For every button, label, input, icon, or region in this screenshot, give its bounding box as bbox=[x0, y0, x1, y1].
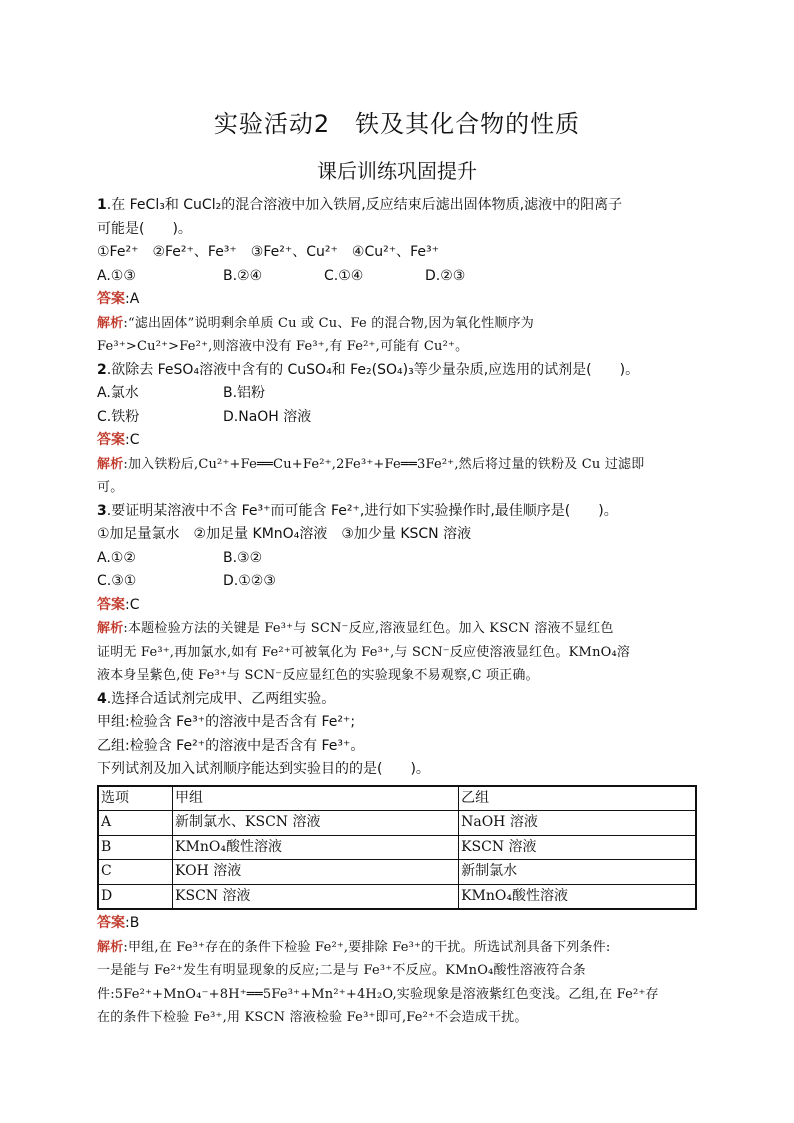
answer-value: :C bbox=[125, 432, 140, 448]
table-header-row bbox=[98, 786, 696, 811]
question-4-stem-text: .选择合适试剂完成甲、乙两组实验。 bbox=[106, 690, 336, 707]
reagent-table bbox=[97, 785, 697, 911]
question-3-answer bbox=[97, 594, 697, 618]
analysis-text: :“滤出固体”说明剩余单质 Cu 或 Cu、Fe 的混合物,因为氧化性顺序为 bbox=[123, 315, 534, 331]
answer-label: 答案 bbox=[97, 432, 125, 448]
page-subtitle: 课后训练巩固提升 bbox=[317, 159, 477, 183]
table-cell: KOH 溶液 bbox=[173, 860, 459, 885]
analysis-label: 解析 bbox=[97, 315, 124, 331]
analysis-text: :甲组,在 Fe³⁺存在的条件下检验 Fe²⁺,要排除 Fe³⁺的干扰。所选试剂具备下列条件: bbox=[123, 939, 611, 955]
table-cell: D bbox=[98, 884, 173, 909]
option-a: A.①② bbox=[97, 549, 136, 566]
question-4-analysis-line2: 一是能与 Fe²⁺发生有明显现象的反应;二是与 Fe³⁺不反应。KMnO₄酸性溶液符合条 bbox=[97, 963, 586, 978]
table-cell: KSCN 溶液 bbox=[459, 835, 696, 860]
question-4-answer bbox=[97, 912, 697, 936]
analysis-text: :本题检验方法的关键是 Fe³⁺与 SCN⁻反应,溶液显红色。加入 KSCN 溶液不显红色 bbox=[123, 621, 614, 636]
option-b: B.②④ bbox=[223, 267, 263, 284]
analysis-label: 解析 bbox=[97, 939, 124, 955]
question-4-analysis-line4: 在的条件下检验 Fe³⁺,用 KSCN 溶液检验 Fe³⁺即可,Fe²⁺不会造成干扰。 bbox=[97, 1010, 528, 1025]
option-c: C.①④ bbox=[324, 267, 364, 284]
answer-value: :A bbox=[125, 291, 140, 307]
answer-label: 答案 bbox=[97, 291, 125, 307]
question-1-stem-line1 bbox=[97, 194, 697, 218]
option-c: C.③① bbox=[97, 573, 137, 589]
table-cell: KSCN 溶液 bbox=[173, 884, 459, 909]
table-cell: KMnO₄酸性溶液 bbox=[173, 835, 459, 860]
table-header-group-a: 甲组 bbox=[173, 786, 459, 811]
option-b: B.铝粉 bbox=[223, 385, 266, 401]
exercise-content bbox=[97, 194, 697, 1030]
table-cell: 新制氯水 bbox=[459, 860, 696, 885]
question-3-stem bbox=[97, 500, 697, 524]
table-header-option: 选项 bbox=[98, 786, 173, 811]
question-3-stem-text: .要证明某溶液中不含 Fe³⁺而可能含 Fe²⁺,进行如下实验操作时,最佳顺序是( )。 bbox=[106, 502, 618, 519]
question-2-analysis-line1 bbox=[97, 453, 697, 477]
option-a: A.氯水 bbox=[97, 385, 139, 401]
table-cell: B bbox=[98, 835, 173, 860]
table-cell: KMnO₄酸性溶液 bbox=[459, 884, 696, 909]
question-4 bbox=[97, 688, 697, 1030]
question-2-analysis-line2: 可。 bbox=[97, 480, 124, 495]
question-1-stem-line2: 可能是( )。 bbox=[97, 220, 192, 237]
question-4-number: 4 bbox=[97, 690, 107, 707]
question-1-analysis-line2: Fe³⁺>Cu²⁺>Fe²⁺,则溶液中没有 Fe³⁺,有 Fe²⁺,可能有 Cu²⁺。 bbox=[97, 339, 469, 354]
option-d: D.②③ bbox=[425, 267, 466, 284]
table-row bbox=[98, 884, 696, 909]
question-1-options bbox=[97, 265, 697, 289]
answer-value: :C bbox=[125, 596, 140, 613]
analysis-label: 解析 bbox=[97, 456, 124, 472]
question-4-stem bbox=[97, 688, 697, 712]
answer-value: :B bbox=[125, 915, 140, 931]
question-3-number: 3 bbox=[97, 502, 107, 519]
question-3 bbox=[97, 500, 697, 688]
question-2 bbox=[97, 359, 697, 500]
page-title: 实验活动2 铁及其化合物的性质 bbox=[213, 110, 581, 138]
question-4-group-b: 乙组:检验含 Fe²⁺的溶液中是否含有 Fe³⁺。 bbox=[97, 737, 365, 754]
question-1-stem: .在 FeCl₃和 CuCl₂的混合溶液中加入铁屑,反应结束后滤出固体物质,滤液中的阳离子 bbox=[106, 197, 623, 213]
table-cell: C bbox=[98, 860, 173, 885]
answer-label: 答案 bbox=[97, 596, 125, 613]
option-c: C.铁粉 bbox=[97, 408, 140, 425]
table-cell: NaOH 溶液 bbox=[459, 811, 696, 836]
table-row bbox=[98, 811, 696, 836]
question-1-answer bbox=[97, 288, 697, 312]
table-row bbox=[98, 860, 696, 885]
question-3-options-row1 bbox=[97, 547, 697, 571]
question-4-analysis-line3: 件:5Fe²⁺+MnO₄⁻+8H⁺══5Fe³⁺+Mn²⁺+4H₂O,实验现象是溶液紫红色变浅。乙组,在 Fe²⁺存 bbox=[97, 986, 659, 1002]
question-3-analysis-line1 bbox=[97, 617, 697, 641]
question-3-analysis-line2: 证明无 Fe³⁺,再加氯水,如有 Fe²⁺可被氧化为 Fe³⁺,与 SCN⁻反应使溶液显红色。KMnO₄溶 bbox=[97, 644, 631, 660]
question-2-number: 2 bbox=[97, 361, 107, 378]
table-row bbox=[98, 835, 696, 860]
table-header-group-b: 乙组 bbox=[459, 786, 696, 811]
table-cell: 新制氯水、KSCN 溶液 bbox=[173, 811, 459, 836]
question-2-options-row2 bbox=[97, 406, 697, 430]
question-3-options-row2 bbox=[97, 570, 697, 594]
option-d: D.①②③ bbox=[223, 573, 276, 589]
question-1 bbox=[97, 194, 697, 359]
question-1-analysis-line1 bbox=[97, 312, 697, 336]
option-b: B.③② bbox=[223, 549, 263, 566]
question-2-stem-text: .欲除去 FeSO₄溶液中含有的 CuSO₄和 Fe₂(SO₄)₃等少量杂质,应选用的试剂是( )。 bbox=[106, 361, 640, 378]
analysis-text: :加入铁粉后,Cu²⁺+Fe══Cu+Fe²⁺,2Fe³⁺+Fe══3Fe²⁺,然后将过量的铁粉及 Cu 过滤即 bbox=[123, 456, 645, 472]
option-d: D.NaOH 溶液 bbox=[223, 408, 312, 425]
option-a: A.①③ bbox=[97, 267, 136, 284]
question-1-number: 1 bbox=[97, 197, 107, 213]
table-cell: A bbox=[98, 811, 173, 836]
question-2-options-row1 bbox=[97, 382, 697, 406]
question-4-prompt: 下列试剂及加入试剂顺序能达到实验目的的是( )。 bbox=[97, 761, 430, 777]
question-4-group-a: 甲组:检验含 Fe³⁺的溶液中是否含有 Fe²⁺; bbox=[97, 714, 356, 730]
analysis-label: 解析 bbox=[97, 621, 124, 636]
question-3-analysis-line3: 液本身呈紫色,使 Fe³⁺与 SCN⁻反应显红色的实验现象不易观察,C 项正确。 bbox=[97, 668, 539, 683]
question-3-operations: ①加足量氯水 ②加足量 KMnO₄溶液 ③加少量 KSCN 溶液 bbox=[97, 526, 472, 542]
question-2-stem bbox=[97, 359, 697, 383]
answer-label: 答案 bbox=[97, 915, 125, 931]
question-2-answer bbox=[97, 429, 697, 453]
question-1-ions: ①Fe²⁺ ②Fe²⁺、Fe³⁺ ③Fe²⁺、Cu²⁺ ④Cu²⁺、Fe³⁺ bbox=[97, 244, 440, 260]
question-4-analysis-line1 bbox=[97, 936, 697, 960]
